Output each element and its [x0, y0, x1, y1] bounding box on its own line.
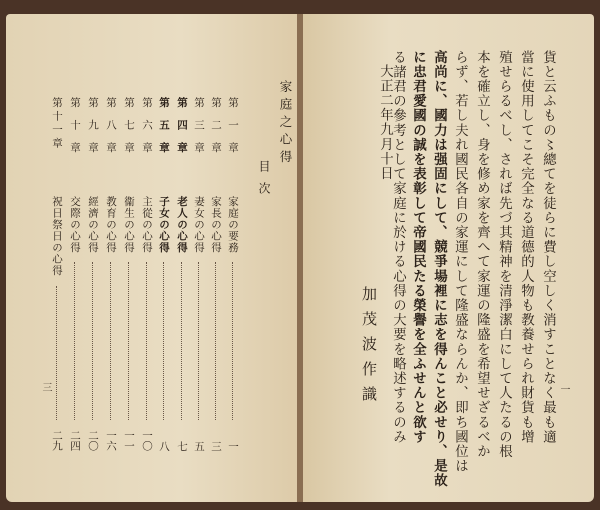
- preface-line: に忠君愛國の誠を表彰して帝國民たる榮譽を全ふせんと欲す: [410, 50, 427, 445]
- toc-chapter-title[interactable]: 子女の心得: [158, 196, 170, 254]
- toc-leader-dots: [110, 262, 111, 420]
- toc-leader-dots: [181, 262, 182, 420]
- toc-chapter-title[interactable]: 妻女の心得: [193, 196, 205, 254]
- toc-chapter-title[interactable]: 交際の心得: [69, 196, 81, 254]
- toc-leader-dots: [74, 262, 75, 420]
- toc-chapter-number: 第八章: [105, 97, 117, 165]
- toc-page-number: 一一: [123, 430, 135, 451]
- preface-line: 高尚に、國力は强固にして、競爭場裡に志を得んこと必せり、是故: [431, 50, 448, 488]
- book-gutter: [297, 14, 303, 502]
- toc-page-number: 一六: [105, 430, 117, 451]
- toc-chapter-title[interactable]: 老人の心得: [176, 196, 188, 254]
- preface-line: 當に使用してこそ完全なる道德的人物も教養せられ財貨も增: [518, 50, 534, 445]
- toc-chapter-number: 第七章: [123, 97, 135, 165]
- toc-leader-dots: [232, 262, 233, 420]
- left-page-number: 三: [40, 382, 51, 392]
- toc-chapter-number: 第四章: [176, 97, 188, 165]
- toc-heading: 目次: [257, 160, 271, 204]
- preface-author: 加茂波作識: [360, 286, 378, 411]
- preface-line: 貨と云ふもの〻總てを徒らに費し空しく消すことなく最も適: [540, 50, 556, 445]
- toc-leader-dots: [146, 262, 147, 420]
- preface-line: る諸君の參考として家庭に於ける心得の大要を略述するのみ: [390, 50, 406, 445]
- toc-page-number: 二〇: [87, 430, 99, 451]
- toc-chapter-title[interactable]: 經濟の心得: [87, 196, 99, 254]
- toc-page-number: 八: [158, 441, 170, 452]
- toc-leader-dots: [163, 262, 164, 420]
- toc-page-number: 一: [227, 441, 239, 452]
- toc-chapter-title[interactable]: 衞生の心得: [123, 196, 135, 254]
- toc-leader-dots: [56, 286, 57, 420]
- toc-page-number: 二九: [51, 430, 63, 451]
- toc-chapter-title[interactable]: 教育の心得: [105, 196, 117, 254]
- toc-chapter-number: 第六章: [141, 97, 153, 165]
- toc-chapter-number: 第九章: [87, 97, 99, 165]
- toc-chapter-number: 第十一章: [51, 97, 63, 151]
- preface-line: 殖せらるべし、されば先づ其精神を清淨潔白にして人たるの根: [496, 50, 512, 459]
- toc-chapter-number: 第三章: [193, 97, 205, 165]
- toc-leader-dots: [92, 262, 93, 420]
- preface-date: 大正二年九月十日: [377, 64, 393, 181]
- toc-leader-dots: [128, 262, 129, 420]
- toc-leader-dots: [215, 262, 216, 420]
- toc-page-number: 三: [210, 441, 222, 452]
- toc-leader-dots: [198, 262, 199, 420]
- toc-chapter-title[interactable]: 家庭の要務: [227, 196, 239, 254]
- toc-page-number: 一〇: [141, 430, 153, 451]
- toc-chapter-number: 第十章: [69, 97, 81, 165]
- preface-line: らず、若し夫れ國民各自の家運にして隆盛ならんか、即ち國位は: [452, 50, 468, 474]
- toc-chapter-number: 第二章: [210, 97, 222, 165]
- toc-page-number: 五: [193, 441, 205, 452]
- toc-page-number: 二四: [69, 430, 81, 451]
- toc-page-number: 七: [176, 441, 188, 452]
- preface-line: 本を確立し、身を修め家を齊へて家運の隆盛を希望せざるべか: [474, 50, 490, 459]
- toc-chapter-title[interactable]: 主從の心得: [141, 196, 153, 254]
- right-page-number: 一: [558, 384, 569, 394]
- toc-chapter-title[interactable]: 家長の心得: [210, 196, 222, 254]
- toc-chapter-title[interactable]: 祝日祭日の心得: [51, 196, 63, 277]
- book-title: 家庭之心得: [278, 80, 293, 168]
- toc-chapter-number: 第一章: [227, 97, 239, 165]
- toc-chapter-number: 第五章: [158, 97, 170, 165]
